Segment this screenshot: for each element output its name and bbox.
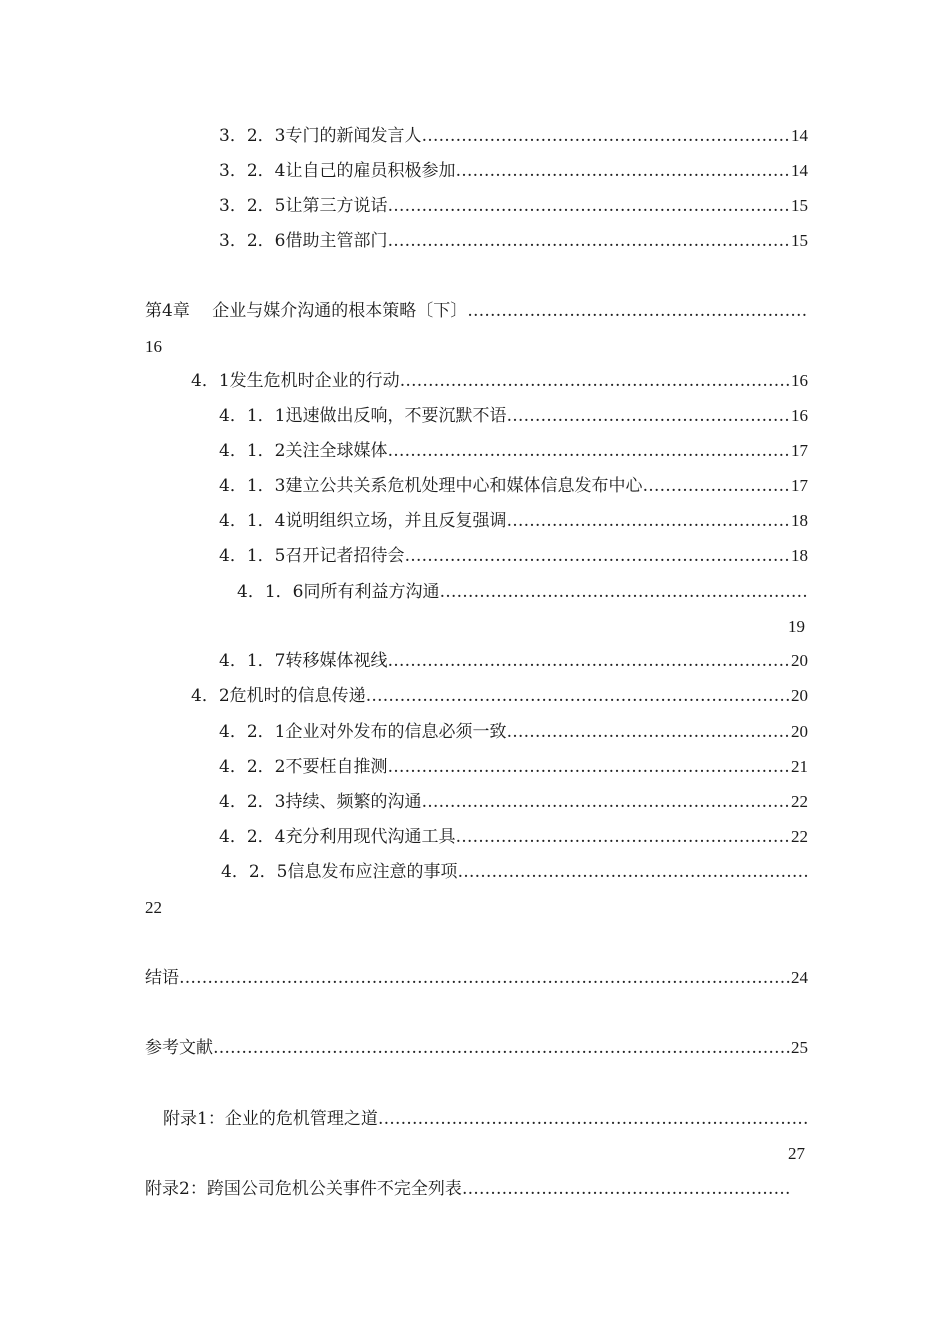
toc-entry-4-1-7[interactable] [219, 649, 808, 673]
toc-entry-3-2-6[interactable] [219, 229, 808, 253]
toc-entry-label: 3．2．4让自己的雇员积极参加 [219, 161, 456, 181]
toc-dot-leader [455, 159, 791, 183]
toc-entry-4-2-4[interactable] [219, 825, 808, 849]
toc-dot-leader [642, 474, 791, 498]
toc-entry-4-1-3[interactable] [219, 474, 808, 498]
toc-dot-leader [457, 860, 808, 884]
toc-entry-label: 4．1．3建立公共关系危机处理中心和媒体信息发布中心 [219, 476, 643, 496]
toc-entry-references[interactable] [145, 1036, 808, 1060]
toc-dot-leader [387, 439, 791, 463]
toc-entry-label: 第4章 企业与媒介沟通的根本策略〔下〕 [145, 301, 468, 321]
toc-page-number: 19 [788, 617, 805, 636]
toc-entry-label: 4．2．3持续、频繁的沟通 [219, 792, 422, 812]
toc-entry-4-2-3[interactable] [219, 790, 808, 814]
toc-page-number: 16 [145, 337, 162, 356]
toc-page-number: 20 [791, 651, 808, 670]
toc-page-number: 16 [791, 371, 808, 390]
toc-entry-appendix-1[interactable] [163, 1107, 808, 1131]
toc-entry-4-1-6[interactable] [237, 580, 808, 604]
toc-page-number: 21 [791, 757, 808, 776]
toc-entry-label: 4．2．5信息发布应注意的事项 [221, 862, 458, 882]
toc-entry-label: 4．2．2不要枉自推测 [219, 757, 388, 777]
toc-entry-label: 4．1发生危机时企业的行动 [191, 371, 400, 391]
toc-dot-leader [387, 229, 791, 253]
toc-entry-label: 3．2．6借助主管部门 [219, 231, 388, 251]
toc-entry-label: 4．2危机时的信息传递 [191, 686, 366, 706]
toc-page-number: 17 [791, 441, 808, 460]
toc-entry-appendix-2[interactable] [145, 1177, 790, 1201]
toc-entry-4-1-5[interactable] [219, 544, 808, 568]
toc-entry-label: 4．1．6同所有利益方沟通 [237, 582, 440, 602]
toc-page-number: 14 [791, 161, 808, 180]
toc-entry-label: 3．2．5让第三方说话 [219, 196, 388, 216]
toc-entry-3-2-3[interactable] [219, 124, 808, 148]
toc-dot-leader [455, 825, 791, 849]
toc-dot-leader [506, 720, 791, 744]
toc-dot-leader [467, 299, 808, 323]
toc-dot-leader [387, 755, 791, 779]
toc-entry-4-2[interactable] [191, 684, 808, 708]
toc-dot-leader [506, 509, 791, 533]
toc-entry-label: 4．2．4充分利用现代沟通工具 [219, 827, 456, 847]
toc-entry-4-1-1[interactable] [219, 404, 808, 428]
toc-page-number: 16 [791, 406, 808, 425]
toc-dot-leader [366, 684, 791, 708]
toc-dot-leader [506, 404, 791, 428]
toc-page-number: 15 [791, 231, 808, 250]
toc-entry-label: 3．2．3专门的新闻发言人 [219, 126, 422, 146]
toc-entry-chapter-4[interactable] [145, 299, 808, 323]
toc-dot-leader [179, 966, 791, 990]
toc-page-number: 20 [791, 722, 808, 741]
toc-page-number: 22 [791, 792, 808, 811]
toc-entry-label: 附录1：企业的危机管理之道 [163, 1109, 378, 1129]
toc-entry-label: 参考文献 [145, 1038, 213, 1058]
toc-entry-label: 4．2．1企业对外发布的信息必须一致 [219, 722, 507, 742]
toc-page-number: 25 [791, 1038, 808, 1057]
toc-entry-3-2-5[interactable] [219, 194, 808, 218]
toc-dot-leader [378, 1107, 808, 1131]
toc-page-number: 22 [791, 827, 808, 846]
toc-entry-label: 结语 [145, 968, 179, 988]
toc-dot-leader [404, 544, 791, 568]
toc-dot-leader [439, 580, 808, 604]
toc-page-number: 24 [791, 968, 808, 987]
toc-entry-4-2-1[interactable] [219, 720, 808, 744]
toc-dot-leader [387, 194, 791, 218]
toc-page-number: 15 [791, 196, 808, 215]
toc-dot-leader [387, 649, 791, 673]
toc-entry-label: 4．1．5召开记者招待会 [219, 546, 405, 566]
toc-entry-label: 附录2：跨国公司危机公关事件不完全列表 [145, 1179, 462, 1199]
toc-entry-3-2-4[interactable] [219, 159, 808, 183]
toc-entry-label: 4．1．1迅速做出反响，不要沉默不语 [219, 406, 507, 426]
toc-page-number: 14 [791, 126, 808, 145]
toc-page-number: 22 [145, 898, 162, 917]
toc-page-number: 20 [791, 686, 808, 705]
toc-entry-4-2-2[interactable] [219, 755, 808, 779]
toc-entry-label: 4．1．7转移媒体视线 [219, 651, 388, 671]
toc-entry-label: 4．1．4说明组织立场，并且反复强调 [219, 511, 507, 531]
toc-entry-conclusion[interactable] [145, 966, 808, 990]
toc-entry-4-1-4[interactable] [219, 509, 808, 533]
toc-entry-4-1[interactable] [191, 369, 808, 393]
toc-dot-leader [421, 124, 791, 148]
toc-entry-4-2-5[interactable] [221, 860, 808, 884]
toc-dot-leader [421, 790, 791, 814]
toc-page-number: 17 [791, 476, 808, 495]
toc-page-number: 18 [791, 546, 808, 565]
toc-entry-label: 4．1．2关注全球媒体 [219, 441, 388, 461]
toc-dot-leader [462, 1177, 790, 1201]
toc-dot-leader [400, 369, 791, 393]
toc-page-number: 18 [791, 511, 808, 530]
toc-entry-4-1-2[interactable] [219, 439, 808, 463]
toc-page-number: 27 [788, 1144, 805, 1163]
toc-dot-leader [213, 1036, 791, 1060]
